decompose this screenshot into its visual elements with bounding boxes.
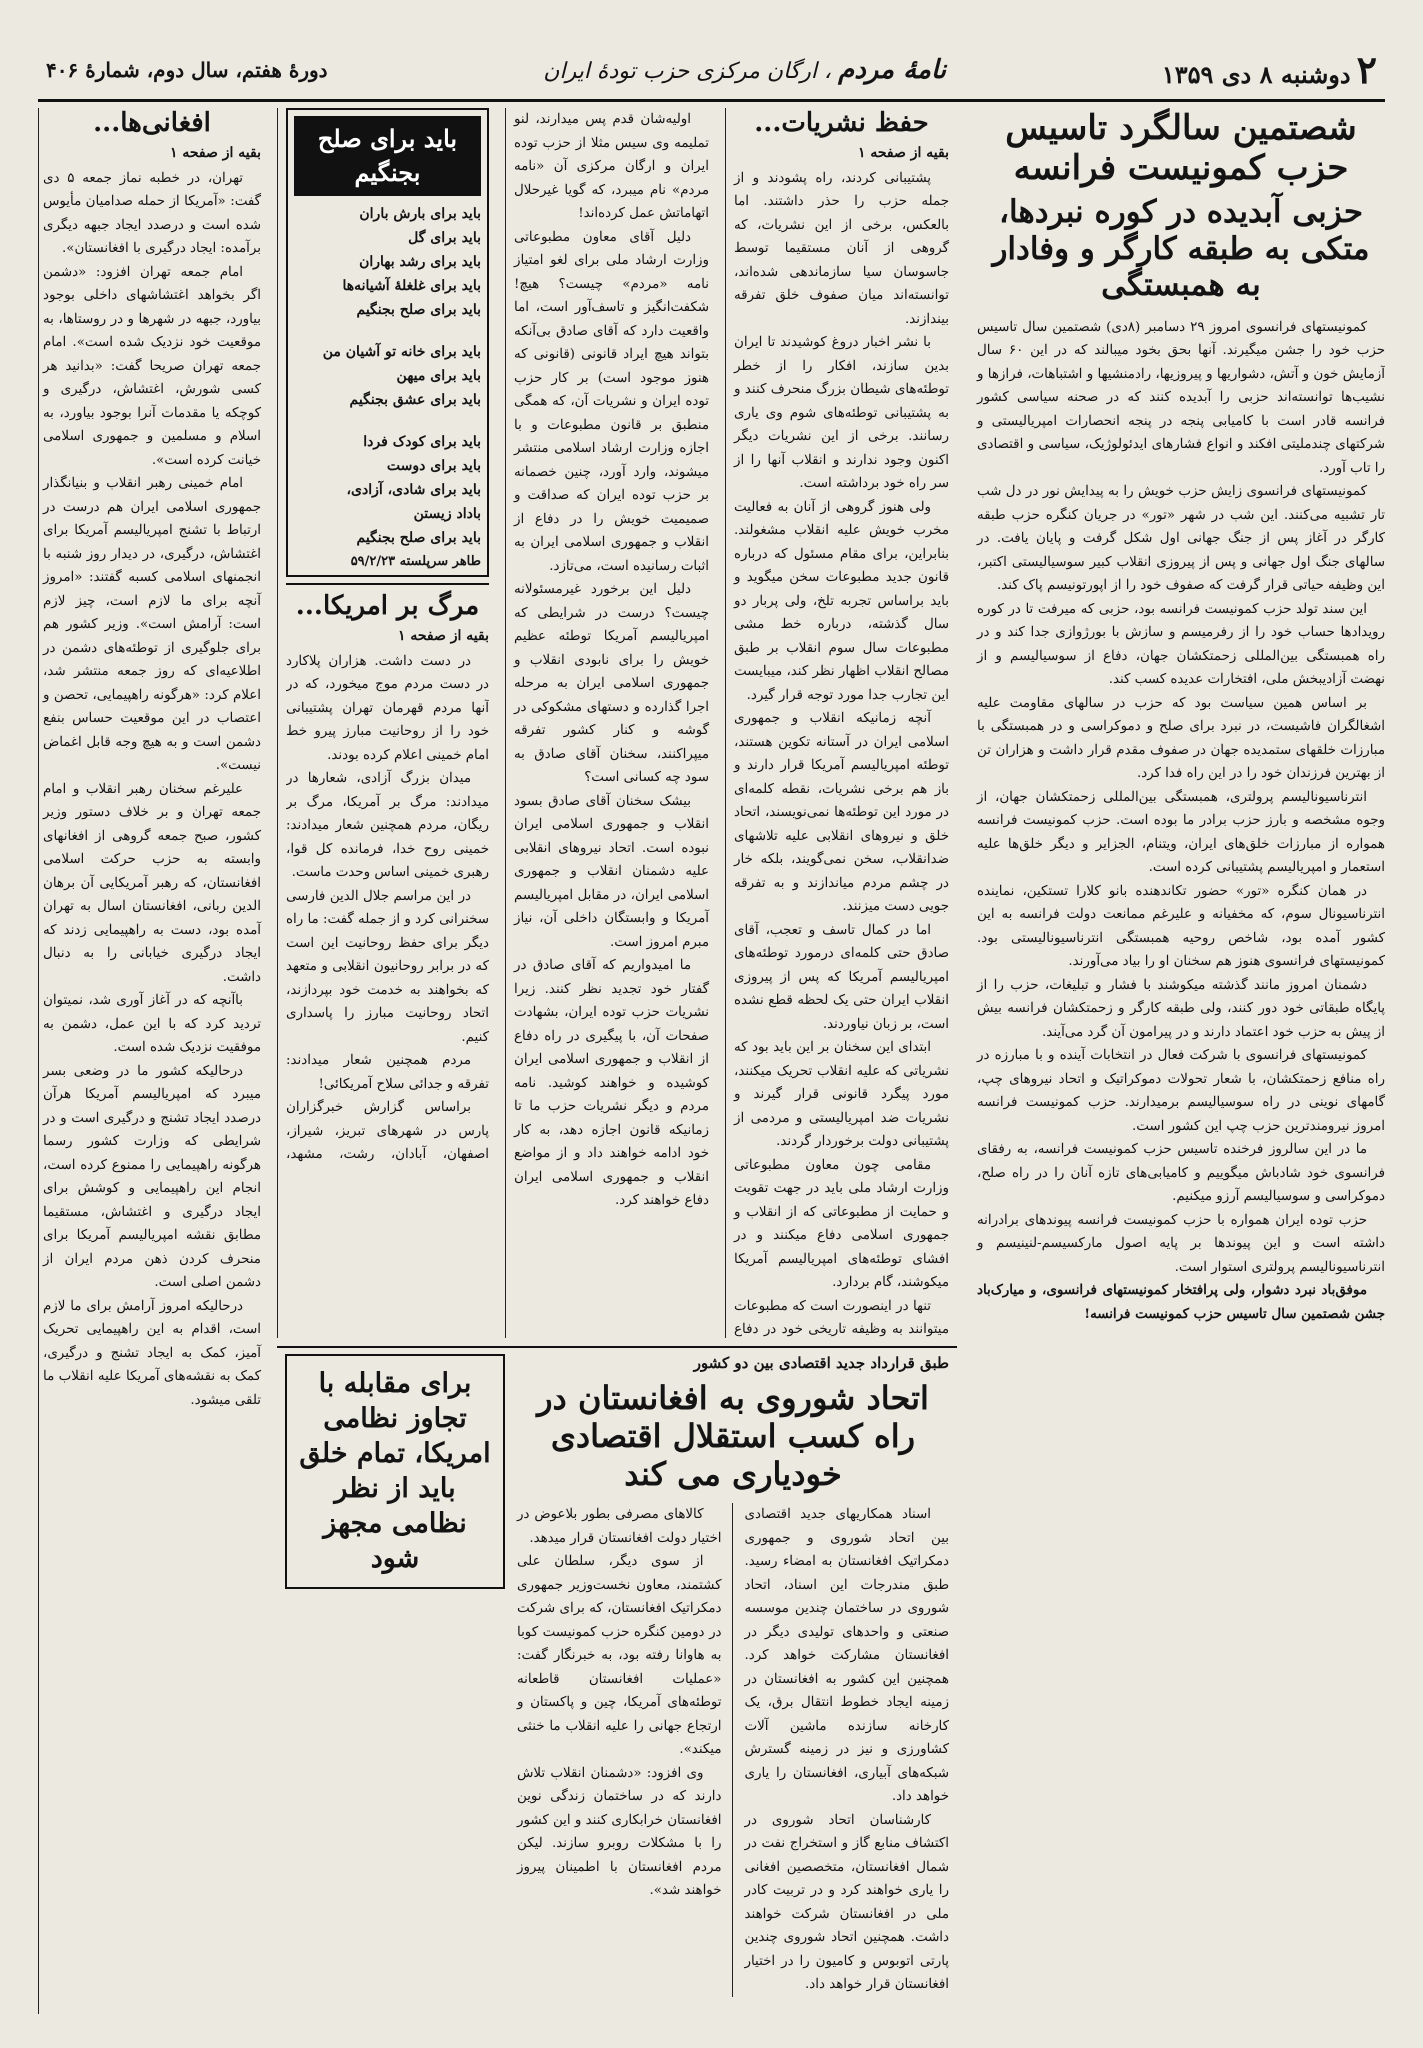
poem-line: باید برای صلح بجنگیم bbox=[356, 302, 481, 318]
poem-title: باید برای صلح بجنگیم bbox=[294, 116, 481, 196]
paragraph: ابتدای این سخنان بر این باید بود که نشریاتی که علیه انقلاب تحریک میکنند، مورد پیگرد قانونی قرار گیرند و نشریات ضد امپریالیستی و مردمی از پشتیبانی دولت برخوردار گردند. bbox=[734, 1040, 949, 1150]
paragraph: در دست داشت. هزاران پلاکارد در دست مردم موج میخورد، که در آنها مردم قهرمان تهران پشتیبانی خود را از روحانیت مبارز پیرو خط امام خمینی اعلام کرده بودند. bbox=[286, 653, 489, 763]
paragraph: اسناد همکاریهای جدید اقتصادی بین اتحاد شوروی و جمهوری دمکراتیک افغانستان به امضاء رسید. طبق مندرجات این اسناد، اتحاد شوروی در ساختمان چندین موسسه صنعتی و واحدهای تولیدی دیگر در افغانستان مشارکت خواهد کرد. همچنین این کشور به افغانستان در زمینه ایجاد خطوط انتقال برق، یک کارخانه سازنده ماشین آلات کشاورزی و نیز در زمینه گسترش شبکه‌های آبیاری، افغانستان را یاری خواهد داد. bbox=[744, 1507, 949, 1805]
paragraph: کمونیستهای فرانسوی با شرکت فعال در انتخابات آینده و با مبارزه در راه منافع زحمتکشان، با شعار تحولات دموکراتیک و اتحاد نیروهای چپ، گامهای نوینی در راه سوسیالیسم برمیدارند. حزب کمونیست فرانسه امروز نیرومندترین حزب چپ این کشور است. bbox=[977, 1048, 1385, 1134]
article-afghans bbox=[38, 108, 269, 2014]
poem-line: باید برای غلغلهٔ آشیانه‌ها bbox=[342, 278, 481, 294]
paragraph: کارشناسان اتحاد شوروی در اکتشاف منابع گاز و استخراج نفت در شمال افغانستان، متخصصین افغانی را یاری خواهند کرد و در تربیت کادر ملی در افغانستان شرکت خواهند داشت. همچنین اتحاد شوروی چندین پارتی اتوبوس و کامیون را در اختیار افغانستان قرار خواهد داد. bbox=[744, 1812, 949, 1993]
article-kicker: طبق قرارداد جدید اقتصادی بین دو کشور bbox=[693, 1354, 949, 1372]
article-soviet-afghan-agreement bbox=[277, 1346, 957, 2014]
paragraph: امام خمینی رهبر انقلاب و بنیانگذار جمهوری اسلامی ایران هم درست در ارتباط با تشنج امپریالیسم آمریکا برای اغتشاش، درگیری، در دیدار روز شنبه با انجمنهای اسلامی کسبه گفتند: «امروز آنچه برای ما لازم است، چیز لازم است: آرامش است». وزیر کشور هم برای جلوگیری از توطئه‌های دشمن در اطلاعیه‌ای که روز جمعه منتشر شد، اعلام کرد: «هرگونه راهپیمایی، تحصن و اعتصاب در این موقعیت حساس بنفع دشمن است و به هیچ وجه قابل اغماض نیست». bbox=[43, 476, 261, 774]
paragraph: بیشک سخنان آقای صادق بسود انقلاب و جمهوری اسلامی ایران نبوده است. اتحاد نیروهای انقلابی علیه دشمنان انقلاب و جمهوری اسلامی ایران، در مقابل امپریالیسم آمریکا و وابستگان داخلی آن، نیاز مبرم امروز است. bbox=[514, 793, 709, 950]
article-body bbox=[977, 316, 1385, 1327]
military-readiness-box bbox=[285, 1354, 505, 1589]
poem-line: باید برای شادی، آزادی، bbox=[346, 482, 481, 498]
paper-name: نامهٔ مردم bbox=[838, 54, 947, 85]
paragraph: این سند تولد حزب کمونیست فرانسه بود، حزبی که میرفت تا در کوره رویدادها حساب خود را از رفرمیسم و سازش با بورژوازی جدا کند و در راه همبستگی بین‌المللی زحمتکشان جهان، دفاع از سوسیالیسم و از نهضت آزادیبخش ملی، افتخارات عدیده کسب کند. bbox=[977, 601, 1385, 688]
paper-tagline: ارگان مرکزی حزب تودهٔ ایران bbox=[543, 58, 817, 84]
continuation-note: بقیه از صفحه ۱ bbox=[169, 144, 261, 161]
poem-line: باید برای دوست bbox=[386, 458, 481, 474]
paragraph: کمونیستهای فرانسوی امروز ۲۹ دسامبر (۸دی) شصتمین سال تاسیس حزب خود را جشن میگیرند. آنها بحق بخود میبالند که در این ۶۰ سال آزمایش خون و آتش، دشواریها و پیروزیها، رادمنشیها و اشتباهات، فرازها و نشیب‌ها توانسته‌اند حزبی را آبدیده کنند که در صحنه سیاسی کشور فرانسه قادر است با کامیابی پنجه در پنجه انحصارات امپریالیستی و شرکتهای چندملیتی افکند و انواع فشارهای ایدئولوژیک، سیاسی و اقتصادی را تاب آورد. bbox=[977, 319, 1385, 476]
content-grid bbox=[38, 108, 1385, 2014]
paragraph: باآنچه که در آغاز آوری شد، نمیتوان تردید کرد که با این عمل، دشمن به موفقیت نزدیک شده است. bbox=[43, 993, 261, 1056]
poem-body bbox=[294, 202, 481, 550]
article-body bbox=[734, 167, 949, 1338]
article-columns bbox=[517, 1503, 949, 1997]
paragraph: ما امیدواریم که آقای صادق در گفتار خود تجدید نظر کنند. زیرا نشریات حزب توده ایران، بشهادت صفحات آن، با پیگیری در راه دفاع از انقلاب و جمهوری اسلامی ایران کوشیده و خواهند کوشید. نامه مردم و دیگر نشریات حزب ما تا زمانیکه قانون اجازه دهد، به کار خود ادامه خواهند داد و از مواضع انقلاب و جمهوری اسلامی ایران دفاع خواهند کرد. bbox=[514, 958, 709, 1208]
article-headline: مرگ بر امریکا... bbox=[295, 591, 480, 621]
paragraph: در این مراسم جلال الدین فارسی سخنرانی کرد و از جمله گفت: ما راه دیگر برای حفظ روحانیت این است که در برابر روحانیون انقلابی و متعهد که بخواهند به خدمت خود بپردازند، اتحاد روحانیت مبارز را پاسداری کنیم. bbox=[286, 888, 489, 1045]
paragraph: بر اساس همین سیاست بود که حزب در سالهای مقاومت علیه اشغالگران فاشیست، در نبرد برای صلح و دموکراسی و در همبستگی با مبارزات خلقهای ستمدیده جهان در صفوف مقدم قرار داشت و هزاران تن از بهترین فرزندان خود را در این راه فدا کرد. bbox=[977, 695, 1385, 782]
paragraph: اولیه‌شان قدم پس میدارند، لنو تملیمه وی سیس مثلا از حزب توده ایران و ارگان مرکزی آن «نامه مردم» نام میبرد، که گویا غیرحلال اتهاماتش عمل کرده‌اند! bbox=[514, 112, 709, 221]
paragraph: تنها در اینصورت است که مطبوعات میتوانند به وظیفه تاریخی خود در دفاع bbox=[734, 1298, 949, 1338]
closing-line: موفق‌باد نبرد دشوار، ولی پرافتخار کمونیستهای فرانسوی، و میارک‌باد جشن شصتمین سال تاسیس حزب کمونیست فرانسه! bbox=[977, 1282, 1385, 1322]
paragraph: در همان کنگره «تور» حضور تکاندهنده بانو کلارا تستکین، نماینده انترناسیونال سوم، که مخفیانه و علیرغم ممانعت دولت فرانسه به این کشور آمده بود، شاخص روحیه همبستگی انترناسیونالیستی بود. کمونیستهای فرانسوی هنوز هم سخنان او را بیاد می‌آورند. bbox=[977, 883, 1385, 970]
paragraph: حزب توده ایران همواره با حزب کمونیست فرانسه پیوندهای برادرانه داشته است و این پیوندها بر پایه اصول مارکسیسم-لنینیسم و انترناسیونالیسم پرولتری استوار است. bbox=[977, 1212, 1385, 1275]
paragraph: دشمنان امروز مانند گذشته میکوشند با فشار و تبلیغات، حزب را از پایگاه طبقاتی خود دور کنند، ولی طبقه کارگر و زحمتکشان فرانسه بیش از پیش به حزب خود اعتماد دارند و در پیرامون آن گرد می‌آیند. bbox=[977, 977, 1385, 1040]
paragraph: دلیل این برخورد غیرمسئولانه چیست؟ درست در شرایطی که امپریالیسم آمریکا توطئه عظیم خویش را برای نابودی انقلاب و جمهوری اسلامی ایران به مرحله اجرا گذارده و دستهای مشکوکی در گوشه و کنار کشور تفرقه میپراکنند، سخنان آقای صادق به سود چه کسانی است؟ bbox=[514, 582, 709, 785]
continuation-note: بقیه از صفحه ۱ bbox=[857, 144, 949, 161]
poem-line: باداد زیستن bbox=[413, 506, 481, 522]
article-press-preservation bbox=[725, 108, 957, 1338]
article-subheadline: حزبی آبدیده در کوره نبردها، متکی به طبقه کارگر و وفادار به همبستگی bbox=[992, 194, 1370, 304]
poem-line: باید برای میهن bbox=[396, 368, 481, 384]
poem-author: طاهر سرپلسته ۵۹/۲/۲۳ bbox=[350, 554, 481, 569]
article-column-a bbox=[745, 1503, 950, 1997]
paragraph: انترناسیونالیسم پرولتری، همبستگی بین‌المللی زحمتکشان جهان، از وجوه مشخصه و بارز حزب برادر ما بوده است. حزب کمونیست فرانسه همواره از مبارزات خلق‌های ایران، ویتنام، الجزایر و دیگر خلق‌ها علیه استعمار و امپریالیسم پشتیبانی کرده است. bbox=[977, 789, 1385, 876]
paragraph: پشتیبانی کردند، راه پشودند و از جمله حزب را حذر داشتند. اما بالعکس، برخی از این نشریات، که گروهی از آنان مستقیما توسط جاسوسان سیا سازماندهی شده‌اند، توانسته‌اند میان صفوف خلق تفرقه بیندازند. bbox=[734, 170, 949, 327]
paragraph: با نشر اخبار دروغ کوشیدند تا ایران بدین سازند، افکار را از خطر توطئه‌های شیطان بزرگ منحرف کنند و به پشتیبانی توطئه‌های شوم وی یاری رسانند. برخی از این نشریات دیگر اکنون وجود ندارند و انقلاب آنها را از سر راه خود برداشته است. bbox=[734, 335, 949, 492]
article-headline: افغانی‌ها... bbox=[93, 108, 211, 138]
page-number: ۲ bbox=[1356, 47, 1377, 92]
issue-info: دورهٔ هفتم، سال دوم، شمارهٔ ۴۰۶ bbox=[46, 57, 328, 82]
poem-line: باید برای صلح بجنگیم bbox=[356, 530, 481, 546]
issue-date: دوشنبه ۸ دی ۱۳۵۹ bbox=[1161, 60, 1351, 89]
paragraph: علیرغم سخنان رهبر انقلاب و امام جمعه تهران و بر خلاف دستور وزیر کشور، صبح جمعه گروهی از افغانهای وابسته به حزب حرکت اسلامی افغانستان، که رهبر آمریکایی آن برهان الدین ربانی، افغانستان اسال به تهران آمده بود، دست به راهپیمایی زدند که ایجاد درگیری خیابانی را به دنبال داشت. bbox=[43, 781, 261, 985]
paragraph: تهران، در خطبه نماز جمعه ۵ دی گفت: «آمریکا از حمله صدامیان مأیوس شده است و درصدد ایجاد جبهه دیگری برآمده: ایجاد درگیری با افغانستان». bbox=[43, 170, 261, 257]
paragraph: دلیل آقای معاون مطبوعاتی وزارت ارشاد ملی برای لغو امتیاز نامه «مردم» چیست؟ هیچ! شکفت‌انگیز و تاسف‌آور است، اما واقعیت دارد که آقای صادق بی‌آنکه بتواند هیچ ایراد قانونی (قانونی که هنوز موجود است) بر کار حزب توده ایران و نشریات آن، که همگی منطبق بر قانون مطبوعات و با اجازه وزارت ارشاد اسلامی منتشر میشوند، وارد آورد، چنین خصمانه بر حزب توده ایران که صداقت و صمیمیت خویش را در دفاع از انقلاب و جمهوری اسلامی ایران به اثبات رسانیده است، می‌تازد. bbox=[514, 229, 709, 574]
article-column-b bbox=[517, 1503, 733, 1997]
article-body bbox=[286, 650, 489, 1170]
masthead-date-block bbox=[1162, 47, 1377, 92]
paragraph: براساس گزارش خبرگزاران پارس در شهرهای تبریز، شیراز، اصفهان، آبادان، رشت، مشهد، bbox=[286, 1100, 489, 1163]
box-headline: برای مقابله با تجاوز نظامی امریکا، تمام خلق باید از نظر نظامی مجهز شود bbox=[299, 1368, 491, 1575]
paragraph: درحالیکه کشور ما در وضعی بسر میبرد که امپریالیسم آمریکا هرآن درصدد ایجاد تشنج و درگیری است و در شرایطی که وزارت کشور رسما هرگونه راهپیمایی را ممنوع کرده است، انجام این راهپیمایی و کوشش برای ایجاد درگیری و اغتشاش، مستقیما مطابق نقشه امپریالیسم آمریکا برای منحرف کردن ذهن مردم ایران از دشمن اصلی است. bbox=[43, 1063, 261, 1291]
paragraph: امام جمعه تهران افزود: «دشمن اگر بخواهد اغتشاشهای داخلی بوجود بیاورد، جبهه در شهرها و در روستاها، به موقعیت خود نزدیک شده است». امام جمعه تهران صریحا گفت: «بدانید هر کسی شورش، اغتشاش، درگیری و کوچکه یا مقدمات آنرا بوجود بیاورد، به اسلام و مسلمین و جمهوری اسلامی خیانت کرده است». bbox=[43, 264, 261, 468]
poem-line: باید برای خانه تو آشیان من bbox=[322, 344, 481, 360]
continuation-note: بقیه از صفحه ۱ bbox=[397, 627, 489, 644]
paragraph: مردم همچنین شعار میدادند: تفرقه و جدائی سلاح آمریکائی! bbox=[286, 1053, 489, 1092]
masthead-title: نامهٔ مردم ، ارگان مرکزی حزب تودهٔ ایران bbox=[543, 54, 947, 85]
paragraph: آنچه زمانیکه انقلاب و جمهوری اسلامی ایران در آستانه تکوین هستند، توطئه امپریالیسم آمریکا قرار دارند و باز هم برخی نشریات، نقطه کلمه‌ای در مورد این توطئه‌ها نمی‌نویسند، اتحاد خلق و نیروهای انقلابی علیه تلاشهای ضدانقلاب، سخن نمی‌گویند، بلکه خار در چشم مردم میاندازند و به تفرقه جویی دست میزنند. bbox=[734, 711, 949, 915]
masthead bbox=[38, 40, 1385, 102]
paragraph: ولی هنوز گروهی از آنان به فعالیت مخرب خویش علیه انقلاب مشغولند. بنابراین، برای مقام مسئول که درباره قانون جدید مطبوعات سخن میگوید و باید براساس تجربه تلخ، ولی پربار دو سال گذشته، درباره خط مشی مطبوعات سال سوم انقلاب بر طبق مصالح انقلاب اظهار نظر کند، میبایست این تجارب جدا مورد توجه قرار گیرد. bbox=[734, 499, 949, 703]
column-poem-and-rally bbox=[277, 108, 497, 1338]
poem-line: باید برای کودک فردا bbox=[363, 434, 481, 450]
paragraph: از سوی دیگر، سلطان علی کشتمند، معاون نخست‌وزیر جمهوری دمکراتیک افغانستان، که برای شرکت در دومین کنگره حزب کمونیست کوبا به هاوانا رفته بود، به خبرنگار گفت: «عملیات افغانستان قاطعانه توطئه‌های آمریکا، چین و پاکستان و ارتجاع جهانی را علیه انقلاب ما خنثی میکند». bbox=[517, 1554, 722, 1758]
poem-line: باید برای عشق بجنگیم bbox=[349, 392, 481, 408]
article-french-communist-party bbox=[967, 108, 1385, 2014]
paragraph: کالاهای مصرفی بطور بلاعوض در اختیار دولت افغانستان قرار میدهد. bbox=[517, 1507, 722, 1546]
paragraph: اما در کمال تاسف و تعجب، آقای صادق حتی کلمه‌ای درمورد توطئه‌های امپریالیسم آمریکا که پس از پیروزی انقلاب ایران حتی یک لحظه قطع نشده است، بر زبان نیاوردند. bbox=[734, 922, 949, 1032]
poem-line: باید برای بارش باران bbox=[359, 206, 481, 222]
article-body bbox=[514, 108, 709, 1213]
poem-line: باید برای گل bbox=[408, 230, 481, 246]
article-headline: حفظ نشریات... bbox=[754, 108, 929, 138]
article-press-continued bbox=[505, 108, 717, 1338]
paragraph: وی افزود: «دشمنان انقلاب تلاش دارند که در ساختمان زندگی نوین افغانستان خرابکاری کنند و این کشور را با مشکلات روبرو سازند. لیکن مردم افغانستان با اطمینان پیروز خواهند شد». bbox=[517, 1765, 722, 1899]
article-headline: شصتمین سالگرد تاسیس حزب کمونیست فرانسه bbox=[1005, 108, 1357, 189]
article-headline: اتحاد شوروی به افغانستان در راه کسب استقلال اقتصادی خودیاری می کند bbox=[537, 1379, 929, 1493]
paragraph: درحالیکه امروز آرامش برای ما لازم است، اقدام به این راهپیمایی تحریک آمیز، کمک به ایجاد تشنج و درگیری، کمک به نقشه‌های آمریکا علیه انقلاب ما تلقی میشود. bbox=[43, 1298, 261, 1408]
poem-box bbox=[286, 108, 489, 577]
paragraph: کمونیستهای فرانسوی زایش حزب خویش را به پیدایش نور در دل شب تار تشبیه می‌کنند. این شب در شهر «تور» در جریان کنگره حزب طبقه کارگر در آغاز پس از جنگ جهانی اول شکل گرفت و پایان یافت. در سالهای جنگ اول جهانی و پس از پیروزی انقلاب کبیر سوسیالیستی اکتبر، این وظیفه حیاتی قرار گرفت که صفوف خود را از اپورتونیسم پاک کند. bbox=[977, 484, 1385, 594]
poem-line: باید برای رشد بهاران bbox=[359, 254, 481, 270]
article-body bbox=[43, 167, 261, 1413]
paragraph: ما در این سالروز فرخنده تاسیس حزب کمونیست فرانسه، به رفقای فرانسوی خود شادباش میگوییم و کامیابی‌های تازه آنان را در راه صلح، دموکراسی و سوسیالیسم آرزو میکنیم. bbox=[977, 1142, 1385, 1205]
paragraph: میدان بزرگ آزادی، شعارها در میدادند: مرگ بر آمریکا، مرگ بر ریگان، مردم همچنین شعار میدادند: خمینی روح خدا، فرمانده کل قوا، رهبری خمینی اساس وحدت ماست. bbox=[286, 771, 489, 881]
paragraph: مقامی چون معاون مطبوعاتی وزارت ارشاد ملی باید در جهت تقویت و حمایت از مطبوعاتی که از انقلاب و جمهوری اسلامی دفاع میکنند و در افشای توطئه‌های امپریالیسم آمریکا میکوشند، گام بردارد. bbox=[734, 1157, 949, 1291]
